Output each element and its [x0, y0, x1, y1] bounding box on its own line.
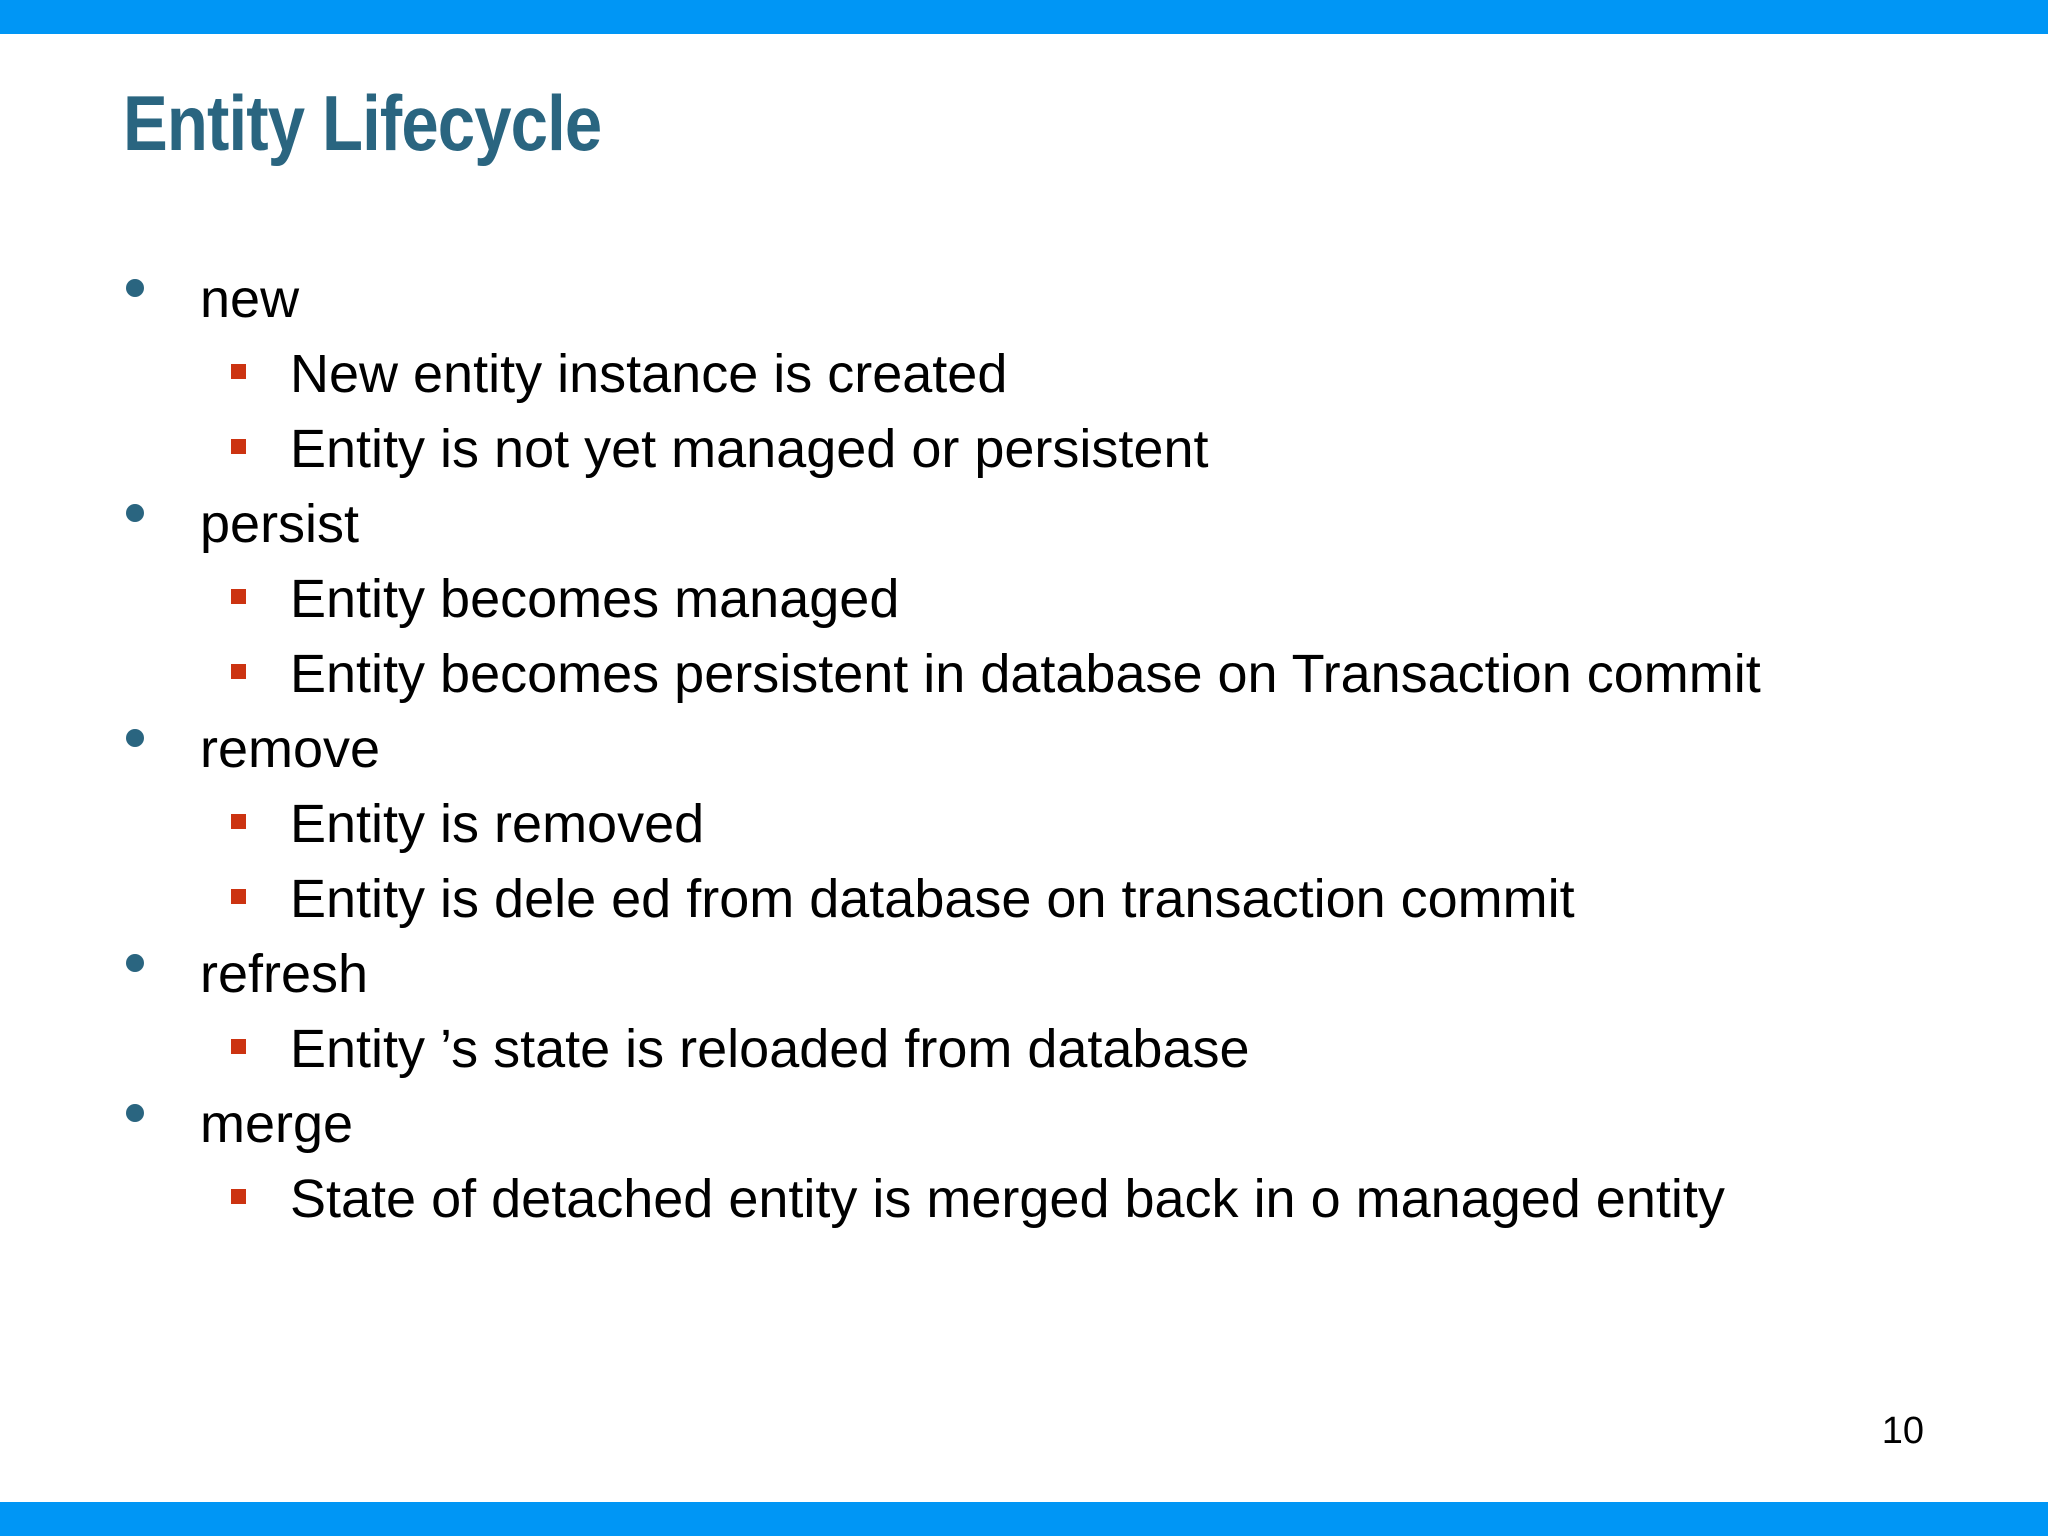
bullet-text: merge	[200, 1094, 354, 1154]
bullet-item	[0, 937, 2048, 1012]
sub-bullet-text: State of detached entity is merged back in o managed entity	[290, 1169, 1725, 1229]
slide-title: Entity Lifecycle	[123, 79, 602, 167]
bullet-text: persist	[200, 494, 360, 554]
sub-bullet-square-icon	[231, 364, 246, 379]
bullet-text: refresh	[200, 944, 369, 1004]
sub-bullet-text: Entity becomes managed	[290, 569, 900, 629]
bullet-dot-icon	[126, 1104, 144, 1122]
bullet-dot-icon	[126, 729, 144, 747]
sub-bullet-item	[0, 862, 2048, 937]
sub-bullet-item	[0, 1162, 2048, 1237]
sub-bullet-item	[0, 1012, 2048, 1087]
bullet-dot-icon	[126, 954, 144, 972]
sub-bullet-square-icon	[231, 889, 246, 904]
bullet-text: new	[200, 269, 300, 329]
sub-bullet-item	[0, 337, 2048, 412]
sub-bullet-square-icon	[231, 1189, 246, 1204]
bullet-list	[0, 262, 2048, 1237]
bullet-text: remove	[200, 719, 381, 779]
sub-bullet-square-icon	[231, 664, 246, 679]
sub-bullet-text: Entity is dele ed from database on transaction commit	[290, 869, 1575, 929]
bullet-item	[0, 1087, 2048, 1162]
sub-bullet-text: Entity is removed	[290, 794, 705, 854]
sub-bullet-square-icon	[231, 589, 246, 604]
bullet-item	[0, 712, 2048, 787]
page-number: 10	[1881, 1410, 1924, 1452]
bullet-dot-icon	[126, 504, 144, 522]
bullet-dot-icon	[126, 279, 144, 297]
sub-bullet-item	[0, 412, 2048, 487]
top-accent-bar	[0, 0, 2048, 34]
bullet-item	[0, 262, 2048, 337]
bottom-accent-bar	[0, 1502, 2048, 1536]
sub-bullet-square-icon	[231, 814, 246, 829]
sub-bullet-square-icon	[231, 1039, 246, 1054]
sub-bullet-text: Entity is not yet managed or persistent	[290, 419, 1209, 479]
sub-bullet-text: Entity ’s state is reloaded from database	[290, 1019, 1250, 1079]
sub-bullet-item	[0, 562, 2048, 637]
sub-bullet-text: New entity instance is created	[290, 344, 1008, 404]
sub-bullet-text: Entity becomes persistent in database on Transaction commit	[290, 644, 1761, 704]
bullet-item	[0, 487, 2048, 562]
sub-bullet-square-icon	[231, 439, 246, 454]
sub-bullet-item	[0, 637, 2048, 712]
sub-bullet-item	[0, 787, 2048, 862]
